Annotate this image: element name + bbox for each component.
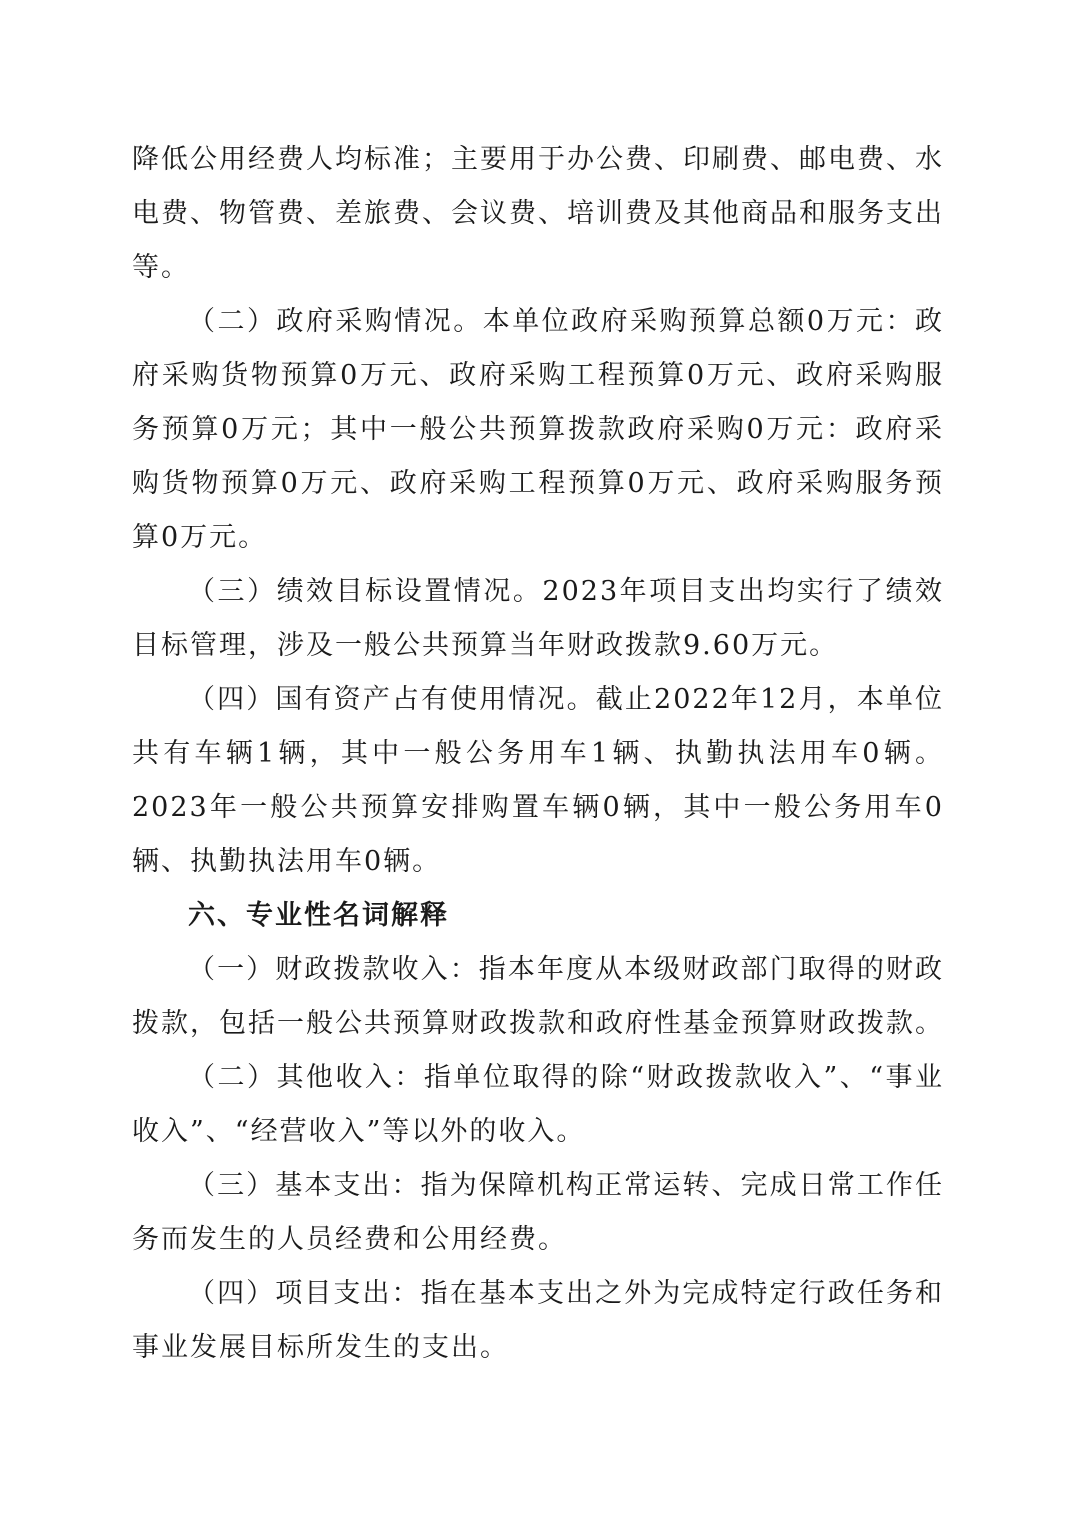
section-heading-terminology: 六、专业性名词解释 [188,900,449,931]
document-page [132,133,944,1375]
paragraph-definition-basic-expenditure: （三）基本支出：指为保障机构正常运转、完成日常工作任务而发生的人员经费和公用经费。 [132,1170,944,1255]
paragraph-definition-fiscal-income: （一）财政拨款收入：指本年度从本级财政部门取得的财政拨款，包括一般公共预算财政拨款和政府性基金预算财政拨款。 [132,954,944,1039]
paragraph-government-procurement: （二）政府采购情况。本单位政府采购预算总额0万元：政府采购货物预算0万元、政府采购工程预算0万元、政府采购服务预算0万元；其中一般公共预算拨款政府采购0万元：政府采购货物预算0万元、政府采购工程预算0万元、政府采购服务预算0万元。 [132,306,944,553]
paragraph-performance-targets: （三）绩效目标设置情况。2023年项目支出均实行了绩效目标管理，涉及一般公共预算当年财政拨款9.60万元。 [132,576,944,661]
paragraph-public-expenses: 降低公用经费人均标准；主要用于办公费、印刷费、邮电费、水电费、物管费、差旅费、会议费、培训费及其他商品和服务支出等。 [132,144,944,283]
paragraph-state-assets: （四）国有资产占有使用情况。截止2022年12月，本单位共有车辆1辆，其中一般公务用车1辆、执勤执法用车0辆。2023年一般公共预算安排购置车辆0辆，其中一般公务用车0辆、执勤执法用车0辆。 [132,684,944,877]
paragraph-definition-project-expenditure: （四）项目支出：指在基本支出之外为完成特定行政任务和事业发展目标所发生的支出。 [132,1278,944,1363]
paragraph-definition-other-income: （二）其他收入：指单位取得的除“财政拨款收入”、“事业收入”、“经营收入”等以外的收入。 [132,1062,944,1147]
